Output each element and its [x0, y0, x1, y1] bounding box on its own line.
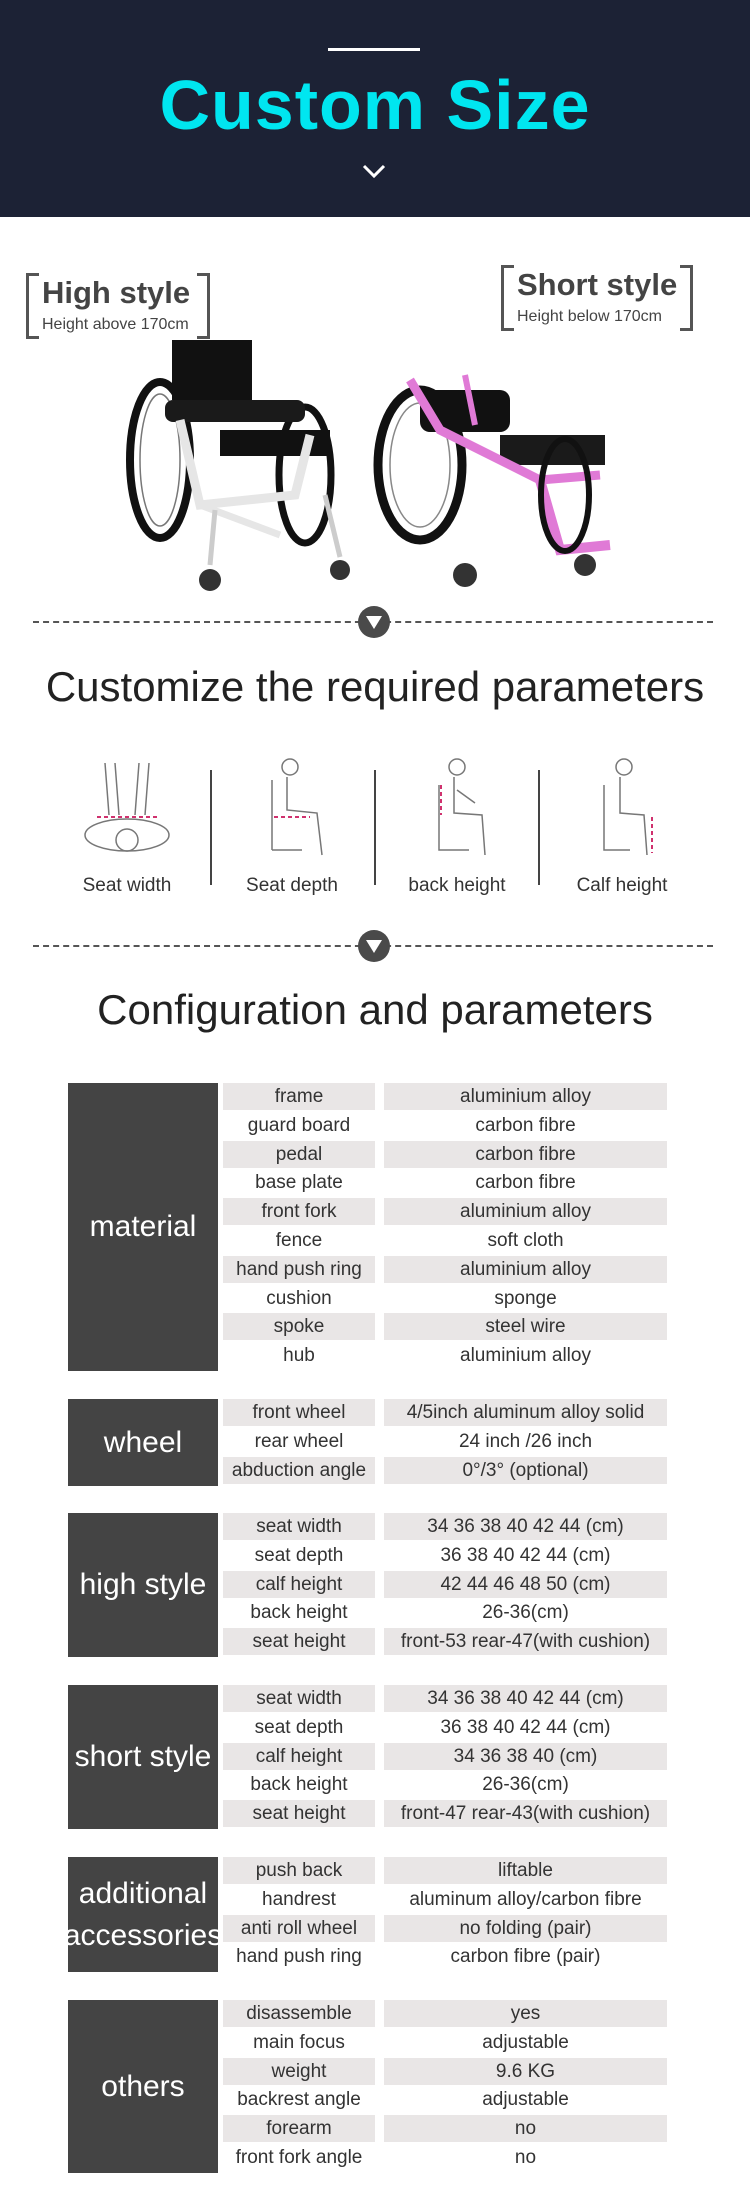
param-value: carbon fibre [475, 1172, 576, 1194]
header-divider [328, 48, 420, 51]
short-style-label [501, 265, 693, 331]
table-row [223, 1542, 668, 1571]
table-row [223, 2058, 668, 2087]
table-row [223, 1599, 668, 1628]
param-name: hand push ring [223, 1256, 375, 1283]
customize-heading: Customize the required parameters [45, 663, 705, 710]
section-marker [358, 930, 390, 962]
param-name: handrest [262, 1888, 336, 1910]
param-name: anti roll wheel [223, 1915, 375, 1942]
short-style-wheelchair [378, 375, 610, 587]
table-row [223, 1256, 668, 1285]
triangle-down-icon [366, 616, 382, 629]
back-height-icon [407, 755, 507, 865]
short-style-note: Height below 170cm [517, 308, 662, 325]
config-group-wheel [68, 1399, 668, 1486]
param-name: guard board [247, 1114, 351, 1136]
param-value: adjustable [482, 2089, 569, 2111]
triangle-down-icon [366, 940, 382, 953]
param-value: no [514, 2146, 537, 2168]
param-name: pedal [223, 1141, 375, 1168]
short-style-name: Short style [517, 267, 678, 302]
param-name: seat height [223, 1628, 375, 1655]
high-style-label [26, 273, 210, 339]
param-seat-depth [222, 755, 362, 905]
param-name: calf height [223, 1743, 375, 1770]
chevron-down-icon [361, 163, 387, 179]
table-row [223, 1313, 668, 1342]
table-row [223, 1628, 668, 1657]
seat-depth-icon [242, 755, 342, 865]
param-label: Calf height [576, 875, 668, 896]
bracket-right [197, 273, 210, 339]
param-name: base plate [255, 1172, 343, 1194]
table-row [223, 1083, 668, 1112]
table-row [223, 1112, 668, 1141]
param-label: Seat width [82, 875, 172, 896]
param-value: 42 44 46 48 50 (cm) [384, 1571, 667, 1598]
group-category: high style [68, 1513, 218, 1657]
wheelchair-product-image [120, 335, 630, 615]
table-row [223, 1943, 668, 1972]
param-separator [538, 770, 540, 885]
param-value: 9.6 KG [384, 2058, 667, 2085]
param-value: aluminium alloy [384, 1198, 667, 1225]
param-value: soft cloth [487, 1229, 564, 1251]
param-value: aluminium alloy [460, 1345, 591, 1367]
group-category: others [68, 2000, 218, 2173]
param-calf-height [552, 755, 692, 905]
config-group-additional-accessories [63, 1857, 668, 1972]
param-value: sponge [494, 1287, 557, 1309]
table-row [223, 1227, 668, 1256]
high-style-note: Height above 170cm [42, 316, 189, 333]
param-value: steel wire [384, 1313, 667, 1340]
param-label: back height [408, 875, 506, 896]
param-value: front-47 rear-43(with cushion) [384, 1800, 667, 1827]
config-group-material [68, 1083, 668, 1371]
param-back-height [387, 755, 527, 905]
group-rows [223, 1399, 668, 1485]
param-name: calf height [223, 1571, 375, 1598]
config-heading: Configuration and parameters [97, 986, 653, 1033]
group-category: short style [68, 1685, 218, 1829]
table-row [223, 2029, 668, 2058]
param-value: 36 38 40 42 44 (cm) [440, 1544, 611, 1566]
param-value: no folding (pair) [384, 1915, 667, 1942]
high-style-name: High style [42, 275, 191, 310]
table-row [223, 1771, 668, 1800]
param-value: liftable [384, 1857, 667, 1884]
group-category: wheel [68, 1399, 218, 1486]
param-value: 34 36 38 40 42 44 (cm) [384, 1513, 667, 1540]
table-row [223, 2000, 668, 2029]
table-row [223, 1743, 668, 1772]
group-rows [223, 1083, 668, 1371]
calf-height-icon [572, 755, 672, 865]
param-name: forearm [223, 2115, 375, 2142]
group-rows [223, 1513, 668, 1657]
param-name: rear wheel [254, 1430, 344, 1452]
param-value: carbon fibre (pair) [450, 1946, 601, 1968]
page-title: Custom Size [159, 66, 591, 144]
table-row [223, 2115, 668, 2144]
table-row [223, 1714, 668, 1743]
param-name: weight [223, 2058, 375, 2085]
param-name: hub [283, 1345, 315, 1367]
param-value: aluminium alloy [384, 1256, 667, 1283]
param-name: fence [275, 1229, 323, 1251]
config-group-short-style [68, 1685, 668, 1829]
table-row [223, 1342, 668, 1371]
param-name: frame [223, 1083, 375, 1110]
table-row [223, 1141, 668, 1170]
param-name: spoke [223, 1313, 375, 1340]
bracket-right [680, 265, 693, 331]
param-name: front fork [223, 1198, 375, 1225]
param-value: carbon fibre [384, 1141, 667, 1168]
table-row [223, 1571, 668, 1600]
param-name: cushion [266, 1287, 332, 1309]
table-row [223, 1285, 668, 1314]
param-name: back height [250, 1602, 348, 1624]
param-name: seat width [223, 1685, 375, 1712]
param-seat-width [57, 755, 197, 905]
group-category: additional accessories [68, 1857, 218, 1972]
param-name: seat depth [254, 1716, 344, 1738]
table-row [223, 1915, 668, 1944]
group-rows [223, 1857, 668, 1972]
param-value: adjustable [482, 2031, 569, 2053]
table-row [223, 2086, 668, 2115]
table-row [223, 1399, 668, 1428]
param-value: 34 36 38 40 (cm) [384, 1743, 667, 1770]
param-value: 0°/3° (optional) [384, 1457, 667, 1484]
table-row [223, 1886, 668, 1915]
param-value: 24 inch /26 inch [458, 1430, 593, 1452]
param-name: main focus [253, 2031, 345, 2053]
table-row [223, 1169, 668, 1198]
param-value: aluminum alloy/carbon fibre [409, 1888, 642, 1910]
param-name: seat width [223, 1513, 375, 1540]
param-name: seat depth [254, 1544, 344, 1566]
param-value: no [384, 2115, 667, 2142]
config-group-high-style [68, 1513, 668, 1657]
param-name: push back [223, 1857, 375, 1884]
param-label: Seat depth [246, 875, 338, 896]
param-name: backrest angle [237, 2089, 361, 2111]
group-rows [223, 1685, 668, 1829]
param-value: carbon fibre [475, 1114, 576, 1136]
param-name: abduction angle [223, 1457, 375, 1484]
param-value: 26-36(cm) [482, 1774, 569, 1796]
param-value: yes [384, 2000, 667, 2027]
group-category: material [68, 1083, 218, 1371]
table-row [223, 2144, 668, 2173]
table-row [223, 1513, 668, 1542]
table-row [223, 1198, 668, 1227]
param-value: 36 38 40 42 44 (cm) [440, 1716, 611, 1738]
param-name: disassemble [223, 2000, 375, 2027]
param-separator [374, 770, 376, 885]
bracket-left [501, 265, 514, 331]
table-row [223, 1428, 668, 1457]
table-row [223, 1457, 668, 1486]
table-row [223, 1857, 668, 1886]
param-name: front fork angle [235, 2146, 363, 2168]
param-name: front wheel [223, 1399, 375, 1426]
header-banner [0, 0, 750, 217]
param-separator [210, 770, 212, 885]
config-group-others [68, 2000, 668, 2173]
param-value: 26-36(cm) [482, 1602, 569, 1624]
param-name: hand push ring [236, 1946, 362, 1968]
param-name: seat height [223, 1800, 375, 1827]
param-value: aluminium alloy [384, 1083, 667, 1110]
section-marker [358, 606, 390, 638]
table-row [223, 1685, 668, 1714]
param-value: 4/5inch aluminum alloy solid [384, 1399, 667, 1426]
param-value: 34 36 38 40 42 44 (cm) [384, 1685, 667, 1712]
group-rows [223, 2000, 668, 2173]
high-style-wheelchair [130, 340, 350, 591]
param-name: back height [250, 1774, 348, 1796]
param-value: front-53 rear-47(with cushion) [384, 1628, 667, 1655]
table-row [223, 1800, 668, 1829]
bracket-left [26, 273, 39, 339]
seat-width-icon [77, 755, 177, 865]
